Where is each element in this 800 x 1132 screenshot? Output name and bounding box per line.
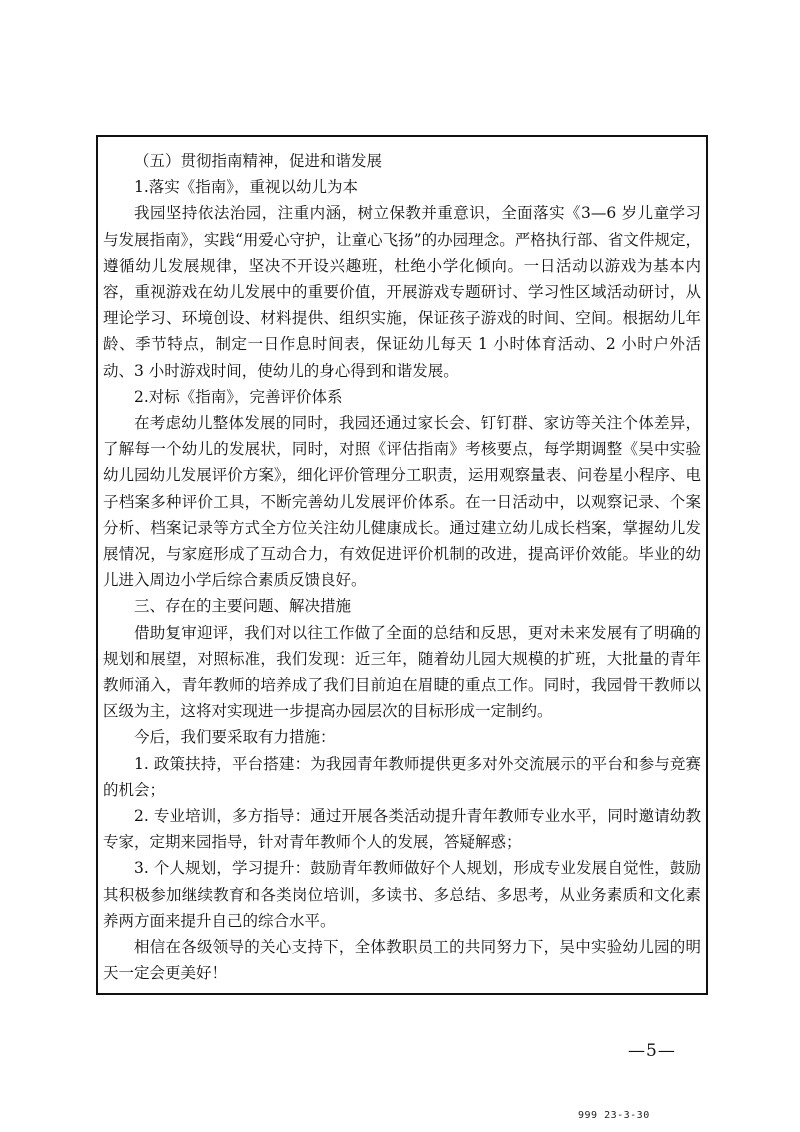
section-heading: 三、存在的主要问题、解决措施 xyxy=(134,597,352,616)
body-paragraph: 今后，我们要采取有力措施： xyxy=(134,728,336,747)
closing-paragraph: 相信在各级领导的关心支持下，全体教职员工的共同努力下，吴中实验幼儿园的明天一定会更美好！ xyxy=(103,938,701,983)
list-item: 2. 专业培训，多方指导：通过开展各类活动提升青年教师专业水平，同时邀请幼教专家，定期来园指导，针对青年教师个人的发展，答疑解惑； xyxy=(103,807,701,852)
body-paragraph: 借助复审迎评，我们对以往工作做了全面的总结和反思，更对未来发展有了明确的规划和展望，对照标准，我们发现：近三年，随着幼儿园大规模的扩班，大批量的青年教师涌入，青年教师的培养成了我们目前迫在眉睫的重点工作。同时，我园骨干教师以区级为主，这将对实现进一步提高办园层次的目标形成一定制约。 xyxy=(103,623,701,721)
list-item: 1. 政策扶持，平台搭建：为我园青年教师提供更多对外交流展示的平台和参与竞赛的机会； xyxy=(103,754,701,799)
footer-code: 999 23-3-30 xyxy=(578,1110,650,1121)
body-paragraph: 我园坚持依法治园，注重内涵，树立保教并重意识，全面落实《3—6 岁儿童学习与发展指南》，实践“用爱心守护，让童心飞扬”的办园理念。严格执行部、省文件规定，遵循幼儿发展规律，坚决不开设兴趣班，杜绝小学化倾向。一日活动以游戏为基本内容，重视游戏在幼儿发展中的重要价值，开展游戏专题研讨、学习性区域活动研讨，从理论学习、环境创设、材料提供、组织实施，保证孩子游戏的时间、空间。根据幼儿年龄、季节特点，制定一日作息时间表，保证幼儿每天 1 小时体育活动、2 小时户外活动、3 小时游戏时间，使幼儿的身心得到和谐发展。 xyxy=(103,204,701,380)
list-item: 3. 个人规划，学习提升：鼓励青年教师做好个人规划，形成专业发展自觉性，鼓励其积极参加继续教育和各类岗位培训，多读书、多总结、多思考，从业务素质和文化素养两方面来提升自己的综合水平。 xyxy=(103,859,701,930)
page-number: —5— xyxy=(628,1041,676,1061)
subsection-heading: 1.落实《指南》，重视以幼儿为本 xyxy=(134,178,359,197)
body-paragraph: 在考虑幼儿整体发展的同时，我园还通过家长会、钉钉群、家访等关注个体差异，了解每一个幼儿的发展状，同时，对照《评估指南》考核要点，每学期调整《吴中实验幼儿园幼儿发展评价方案》，细化评价管理分工职责，运用观察量表、问卷星小程序、电子档案多种评价工具，不断完善幼儿发展评价体系。在一日活动中，以观察记录、个案分析、档案记录等方式全方位关注幼儿健康成长。通过建立幼儿成长档案，掌握幼儿发展情况，与家庭形成了互动合力，有效促进评价机制的改进，提高评价效能。毕业的幼儿进入周边小学后综合素质反馈良好。 xyxy=(103,414,701,590)
subsection-heading: 2.对标《指南》，完善评价体系 xyxy=(134,387,343,406)
document-body xyxy=(103,148,701,987)
section-heading: （五）贯彻指南精神，促进和谐发展 xyxy=(134,152,383,170)
